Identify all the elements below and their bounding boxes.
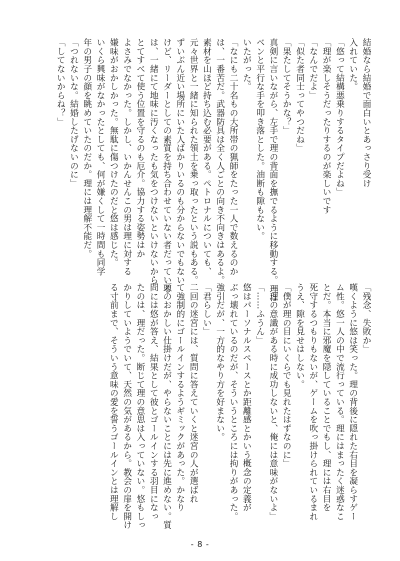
text-line: 「残念、失敗か」 — [361, 283, 371, 354]
text-line: 年の男子の顔を眺めていたのだか。理には理解不能だ。 — [81, 38, 92, 258]
text-line: 問には悠が答え、結果として彼とゴールインする羽目になっ — [148, 283, 159, 521]
text-line: 「僕が理の目にいくらでも見れたはずなのに」 — [281, 283, 292, 468]
text-line: 「理の意識がある時に成功しないと、俺には意味がないよ」 — [267, 283, 278, 521]
text-line: は、一緒にて地味に汚くなったも気をつけないといけないから — [148, 38, 159, 285]
text-line: かりしていようでいて、天然の気があるから。教会の扉を開け — [121, 283, 132, 530]
text-line: 嘆くように悠は笑った。理の背後に隠れた右目を凝らすゲー — [347, 283, 358, 521]
text-line: 「理が楽しそうだったりするのが楽しいです — [321, 38, 332, 214]
text-line: たのは、理だった。断じて理の意思は入っていない。悠もしっ — [134, 283, 145, 530]
page-number: - 8 - — [190, 540, 210, 549]
text-line: 「……ふうん」 — [254, 283, 265, 345]
text-line: 「似た者同士ってやつだね」 — [294, 38, 305, 153]
text-line: 「なにも二十名もの大所帯の猟師をたった一人で数えるのか — [228, 38, 239, 276]
text-line: 頭のおかしい仕掛けだが、やらないことには先に進めない。質 — [161, 283, 172, 530]
text-line: 素材を山ほど持ち込む必要がある。ペトロナルについても、 — [201, 38, 212, 276]
text-line: 「君らしい」 — [201, 283, 212, 336]
text-line: ベンと平行な手を叩き落とした。油断も隙もない。 — [254, 38, 265, 241]
text-line: 悠はパーソナルスペースとか距離感とかいう概念の定義が — [241, 283, 252, 512]
text-line: 真剣に言いながら、左手で理の背面を撫でるように移動する。理は — [267, 38, 278, 302]
text-line: ぶっ壊れているのだが、そういうところには拘りがあった。 — [228, 283, 239, 521]
text-line: うえ、隙を見せはしない。 — [294, 283, 305, 389]
text-line: 入れていた。 — [347, 38, 358, 91]
text-line: 死守するつもりもないが、ゲームを吹っ掛けられているまれ — [307, 283, 318, 521]
text-line: とだ。本当に邪魔を隠していることでもし、理には右目を — [321, 283, 332, 512]
text-line: 二回の迷宮には、質問に答えていくと迷宮の人が選ばれ — [188, 283, 199, 503]
text-line: よさみでなかった。しかし、いかんせんこの男は理に対する — [121, 38, 132, 276]
text-line: 強引だが、一方的なやり方を好まない。 — [214, 283, 225, 442]
text-line: とてすべて使う位置を守るのも厄介。協力する姿勢はか — [134, 38, 145, 258]
text-line: ずいぶん近い場所にいた人ばかりいるのも分からないでもない — [174, 38, 185, 285]
lower-text-column — [106, 283, 372, 530]
text-line: 「してないからね？」 — [55, 38, 66, 126]
text-line: ム性。悠一人の中で流行っている。理にはまったく迷惑なこ — [334, 283, 345, 521]
upper-text-column — [53, 38, 372, 302]
text-line: いたがった。 — [241, 38, 252, 91]
text-line: 「悠って結構悪乗りするタイプだよね」 — [334, 38, 345, 197]
text-line: 「つれないな。結婚したげないのに」 — [68, 38, 79, 188]
text-line: 「果たしてそうかな？」 — [281, 38, 292, 135]
text-line: けど、リーダーとしての素質を持ち合わせていない者だっている — [161, 38, 172, 294]
text-line: いくら興味がなかったとしても、何が嫌くして一時間も同学 — [95, 38, 106, 276]
text-line: 結婚なら結婚で面白いとあっさり受け — [361, 38, 371, 188]
text-line: は、一番苦だ。武器防具は全く人ごとの向き不向きはあるよ。 — [214, 38, 225, 285]
text-line: て強制的にゴールインするようギミックがあった。かなり — [174, 283, 185, 512]
text-line: 「なんでだよ」 — [307, 38, 318, 100]
text-line: 嫌味がおかしかった。無駄に傷つけたのだと悠は感じた。 — [108, 38, 119, 267]
text-line: る寸前まで、そういう意味の愛を誓うゴールインとは理解し — [108, 283, 119, 521]
text-line: 元々世界と一緒に知られた領土を乗っ取ったという説もある。 — [188, 38, 199, 285]
